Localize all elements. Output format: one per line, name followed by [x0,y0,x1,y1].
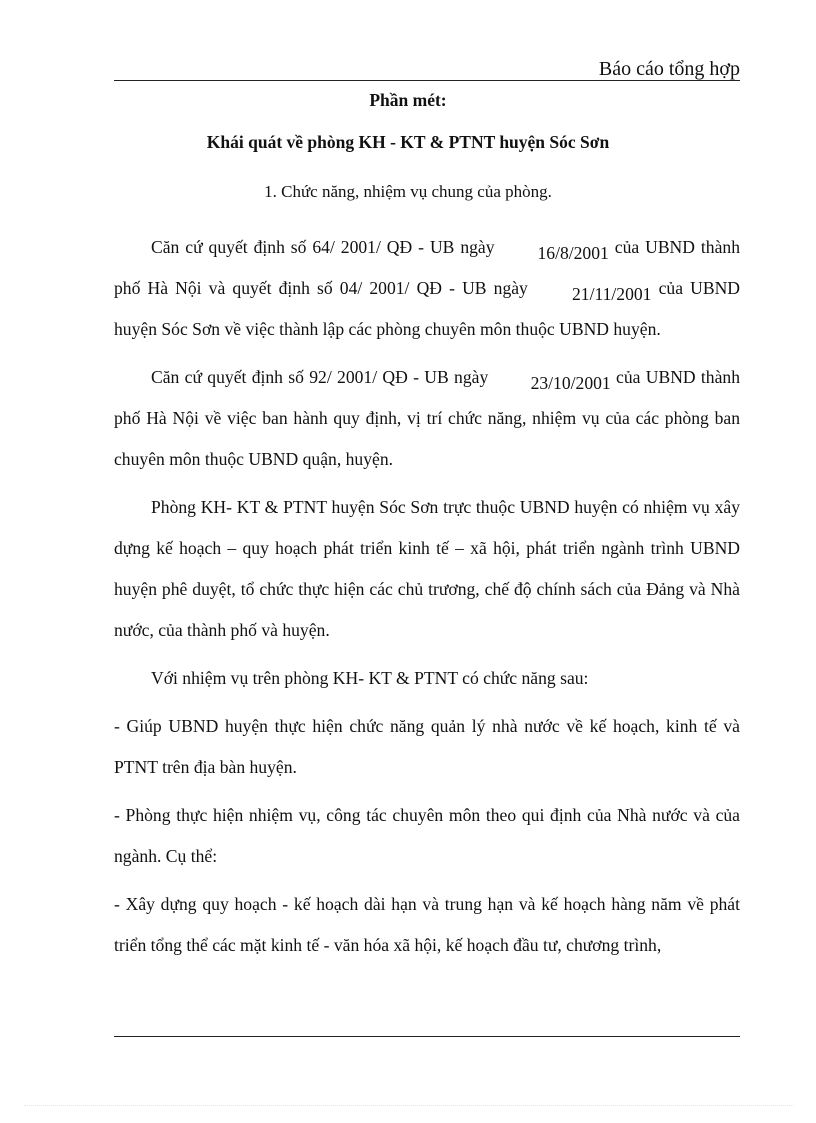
paragraph-7: - Xây dựng quy hoạch - kế hoạch dài hạn và trung hạn và kế hoạch hàng năm về phát triển tổng thể các mặt kinh tế - văn hóa xã hội, kế hoạch đầu tư, chương trình, [114,894,740,955]
paragraph-5: - Giúp UBND huyện thực hiện chức năng quản lý nhà nước về kế hoạch, kinh tế và PTNT trên địa bàn huyện. [114,716,740,777]
page-edge-line [24,1105,794,1106]
paragraph-1-date-2: 21/11/2001 [571,284,652,304]
header-rule [114,80,740,81]
document-body [114,227,740,973]
paragraph-1-text-b: của UBND thành phố Hà Nội và quyết định số 04/ 2001/ QĐ - UB ngày [114,237,740,298]
paragraph-2-date-1: 23/10/2001 [530,373,611,393]
section-title: 1. Chức năng, nhiệm vụ chung của phòng. [264,182,552,201]
paragraph-2-text-a: Căn cứ quyết định số 92/ 2001/ QĐ - UB ngày [151,367,494,387]
running-header: Báo cáo tổng hợp [598,58,740,80]
paragraph-1-text-a: Căn cứ quyết định số 64/ 2001/ QĐ - UB ngày [151,237,501,257]
paragraph-2-text-b: của UBND thành phố Hà Nội về việc ban hành quy định, vị trí chức năng, nhiệm vụ của các phòng ban chuyên môn thuộc UBND quận, huyện. [114,367,740,469]
footer-rule [114,1036,740,1037]
paragraph-4: Với nhiệm vụ trên phòng KH- KT & PTNT có chức năng sau: [151,668,589,688]
part-title: Phần mét: [369,90,447,110]
paragraph-1-text-c: của UBND huyện Sóc Sơn về việc thành lập các phòng chuyên môn thuộc UBND huyện. [114,278,740,339]
paragraph-6: - Phòng thực hiện nhiệm vụ, công tác chuyên môn theo qui định của Nhà nước và của ngành. Cụ thể: [114,805,740,866]
main-title: Khái quát về phòng KH - KT & PTNT huyện Sóc Sơn [206,132,610,152]
paragraph-1 [114,227,740,350]
paragraph-1-date-1: 16/8/2001 [537,243,609,263]
paragraph-2 [114,357,740,480]
paragraph-3: Phòng KH- KT & PTNT huyện Sóc Sơn trực thuộc UBND huyện có nhiệm vụ xây dựng kế hoạch – quy hoạch phát triển kinh tế – xã hội, phát triển ngành trình UBND huyện phê duyệt, tổ chức thực hiện các chủ trương, chế độ chính sách của Đảng và Nhà nước, của thành phố và huyện. [114,497,740,640]
